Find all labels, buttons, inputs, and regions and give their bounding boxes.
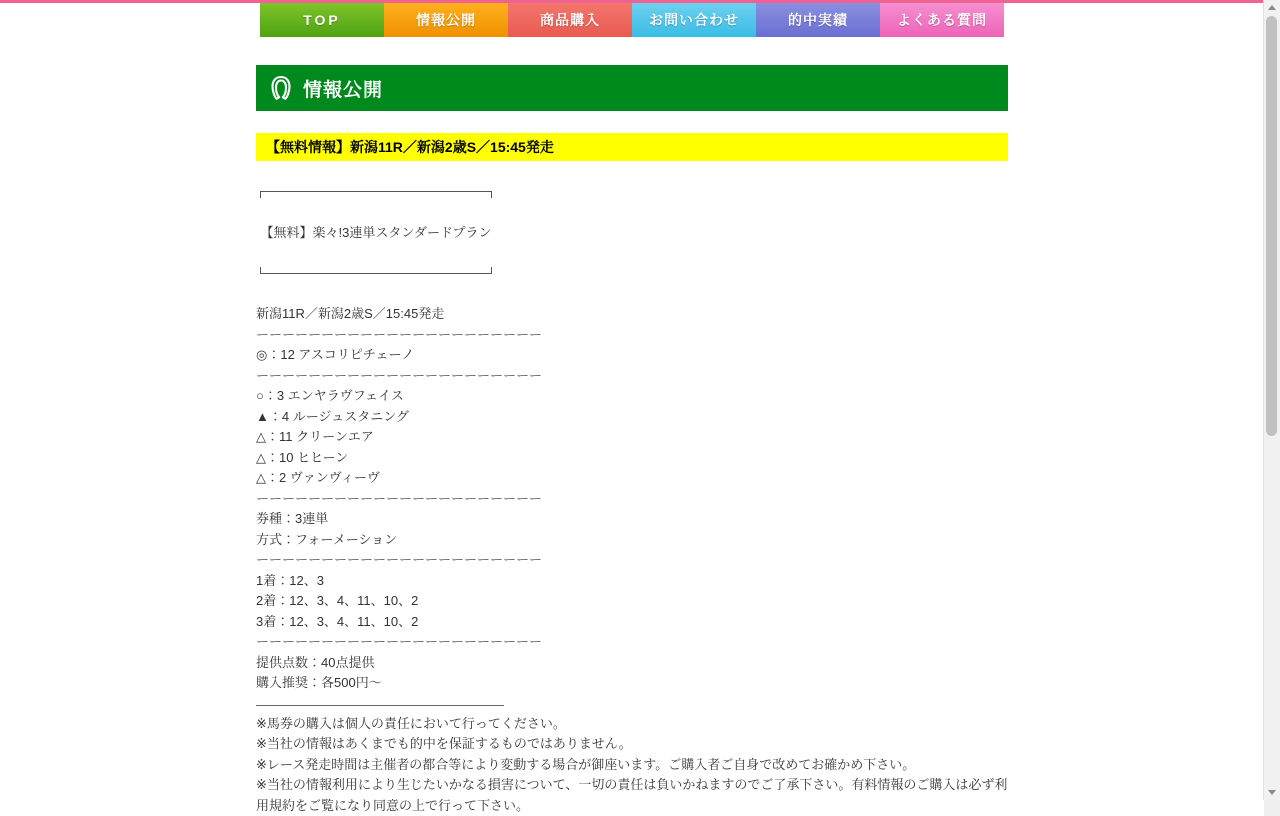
race-info-block [256, 304, 1008, 816]
nav-item-label: よくある質問 [897, 12, 987, 28]
horseshoe-icon [268, 75, 294, 101]
divider-1: ーーーーーーーーーーーーーーーーーーーーーー [256, 326, 543, 342]
formation-2nd: 2着：12、3、4、11、10、2 [256, 593, 419, 609]
nav-item-top[interactable] [260, 3, 384, 37]
divider-5: ーーーーーーーーーーーーーーーーーーーーーー [256, 634, 543, 650]
divider-2: ーーーーーーーーーーーーーーーーーーーーーー [256, 367, 543, 383]
formation-3rd: 3着：12、3、4、11、10、2 [256, 613, 419, 629]
plan-box-bottom-rule [260, 267, 492, 274]
cautions-block [256, 714, 1008, 816]
race-title: 新潟11R／新潟2歳S／15:45発走 [256, 306, 445, 322]
notice-text: 【無料情報】新潟11R／新潟2歳S／15:45発走 [266, 139, 554, 155]
nav-item-label: 情報公開 [416, 12, 476, 28]
vertical-scrollbar[interactable] [1263, 0, 1280, 800]
section-header [256, 65, 1008, 111]
scrollbar-thumb[interactable] [1266, 16, 1277, 436]
nav-item-contact[interactable] [632, 3, 756, 37]
nav-item-faq[interactable] [880, 3, 1004, 37]
caution-1: ※馬券の購入は個人の責任において行ってください。 [256, 715, 566, 731]
nav-item-results[interactable] [756, 3, 880, 37]
divider-4: ーーーーーーーーーーーーーーーーーーーーーー [256, 552, 543, 568]
divider-3: ーーーーーーーーーーーーーーーーーーーーーー [256, 490, 543, 506]
bet-method: 方式：フォーメーション [256, 531, 398, 547]
pick-2: ▲：4 ルージュスタニング [256, 408, 409, 424]
nav-item-label: TOP [303, 12, 341, 28]
bet-type: 券種：3連単 [256, 511, 329, 527]
nav-item-label: お問い合わせ [649, 12, 739, 28]
plan-label: 【無料】楽々!3連単スタンダードプラン [260, 225, 492, 240]
honmei-pick: ◎：12 アスコリピチェーノ [256, 347, 415, 363]
nav-item-label: 的中実績 [788, 12, 848, 28]
nav-item-purchase[interactable] [508, 3, 632, 37]
nav-item-information[interactable] [384, 3, 508, 37]
pick-4: △：10 ヒヒーン [256, 449, 349, 465]
caution-2: ※当社の情報はあくまでも的中を保証するものではありません。 [256, 736, 632, 752]
free-info-notice-bar [256, 133, 1008, 161]
page-container [0, 3, 1264, 816]
main-content [256, 37, 1008, 816]
caution-3: ※レース発走時間は主催者の都合等により変動する場合が御座います。ご購入者ご自身で改めてお確かめ下さい。 [256, 756, 916, 772]
global-nav [0, 3, 1264, 37]
scroll-down-arrow-icon[interactable] [1264, 784, 1280, 800]
purchase-recommendation: 購入推奨：各500円〜 [256, 675, 382, 691]
pick-3: △：11 クリーンエア [256, 429, 374, 445]
section-rule [256, 705, 504, 706]
scroll-down-wrapper [1264, 784, 1280, 800]
page-title: 情報公開 [303, 79, 384, 101]
scroll-up-arrow-icon[interactable] [1264, 0, 1280, 16]
caution-4: ※当社の情報利用により生じたいかなる損害について、一切の責任は負いかねますのでご了承下さい。有料情報のご購入は必ず利用規約をご覧になり同意の上で行って下さい。 [256, 777, 1008, 813]
nav-item-label: 商品購入 [540, 12, 600, 28]
formation-1st: 1着：12、3 [256, 572, 324, 588]
plan-box-top-rule [260, 191, 492, 198]
plan-box [260, 191, 492, 274]
points-offered: 提供点数：40点提供 [256, 654, 375, 670]
pick-1: ○：3 エンヤラヴフェイス [256, 388, 404, 404]
pick-5: △：2 ヴァンヴィーヴ [256, 470, 380, 486]
